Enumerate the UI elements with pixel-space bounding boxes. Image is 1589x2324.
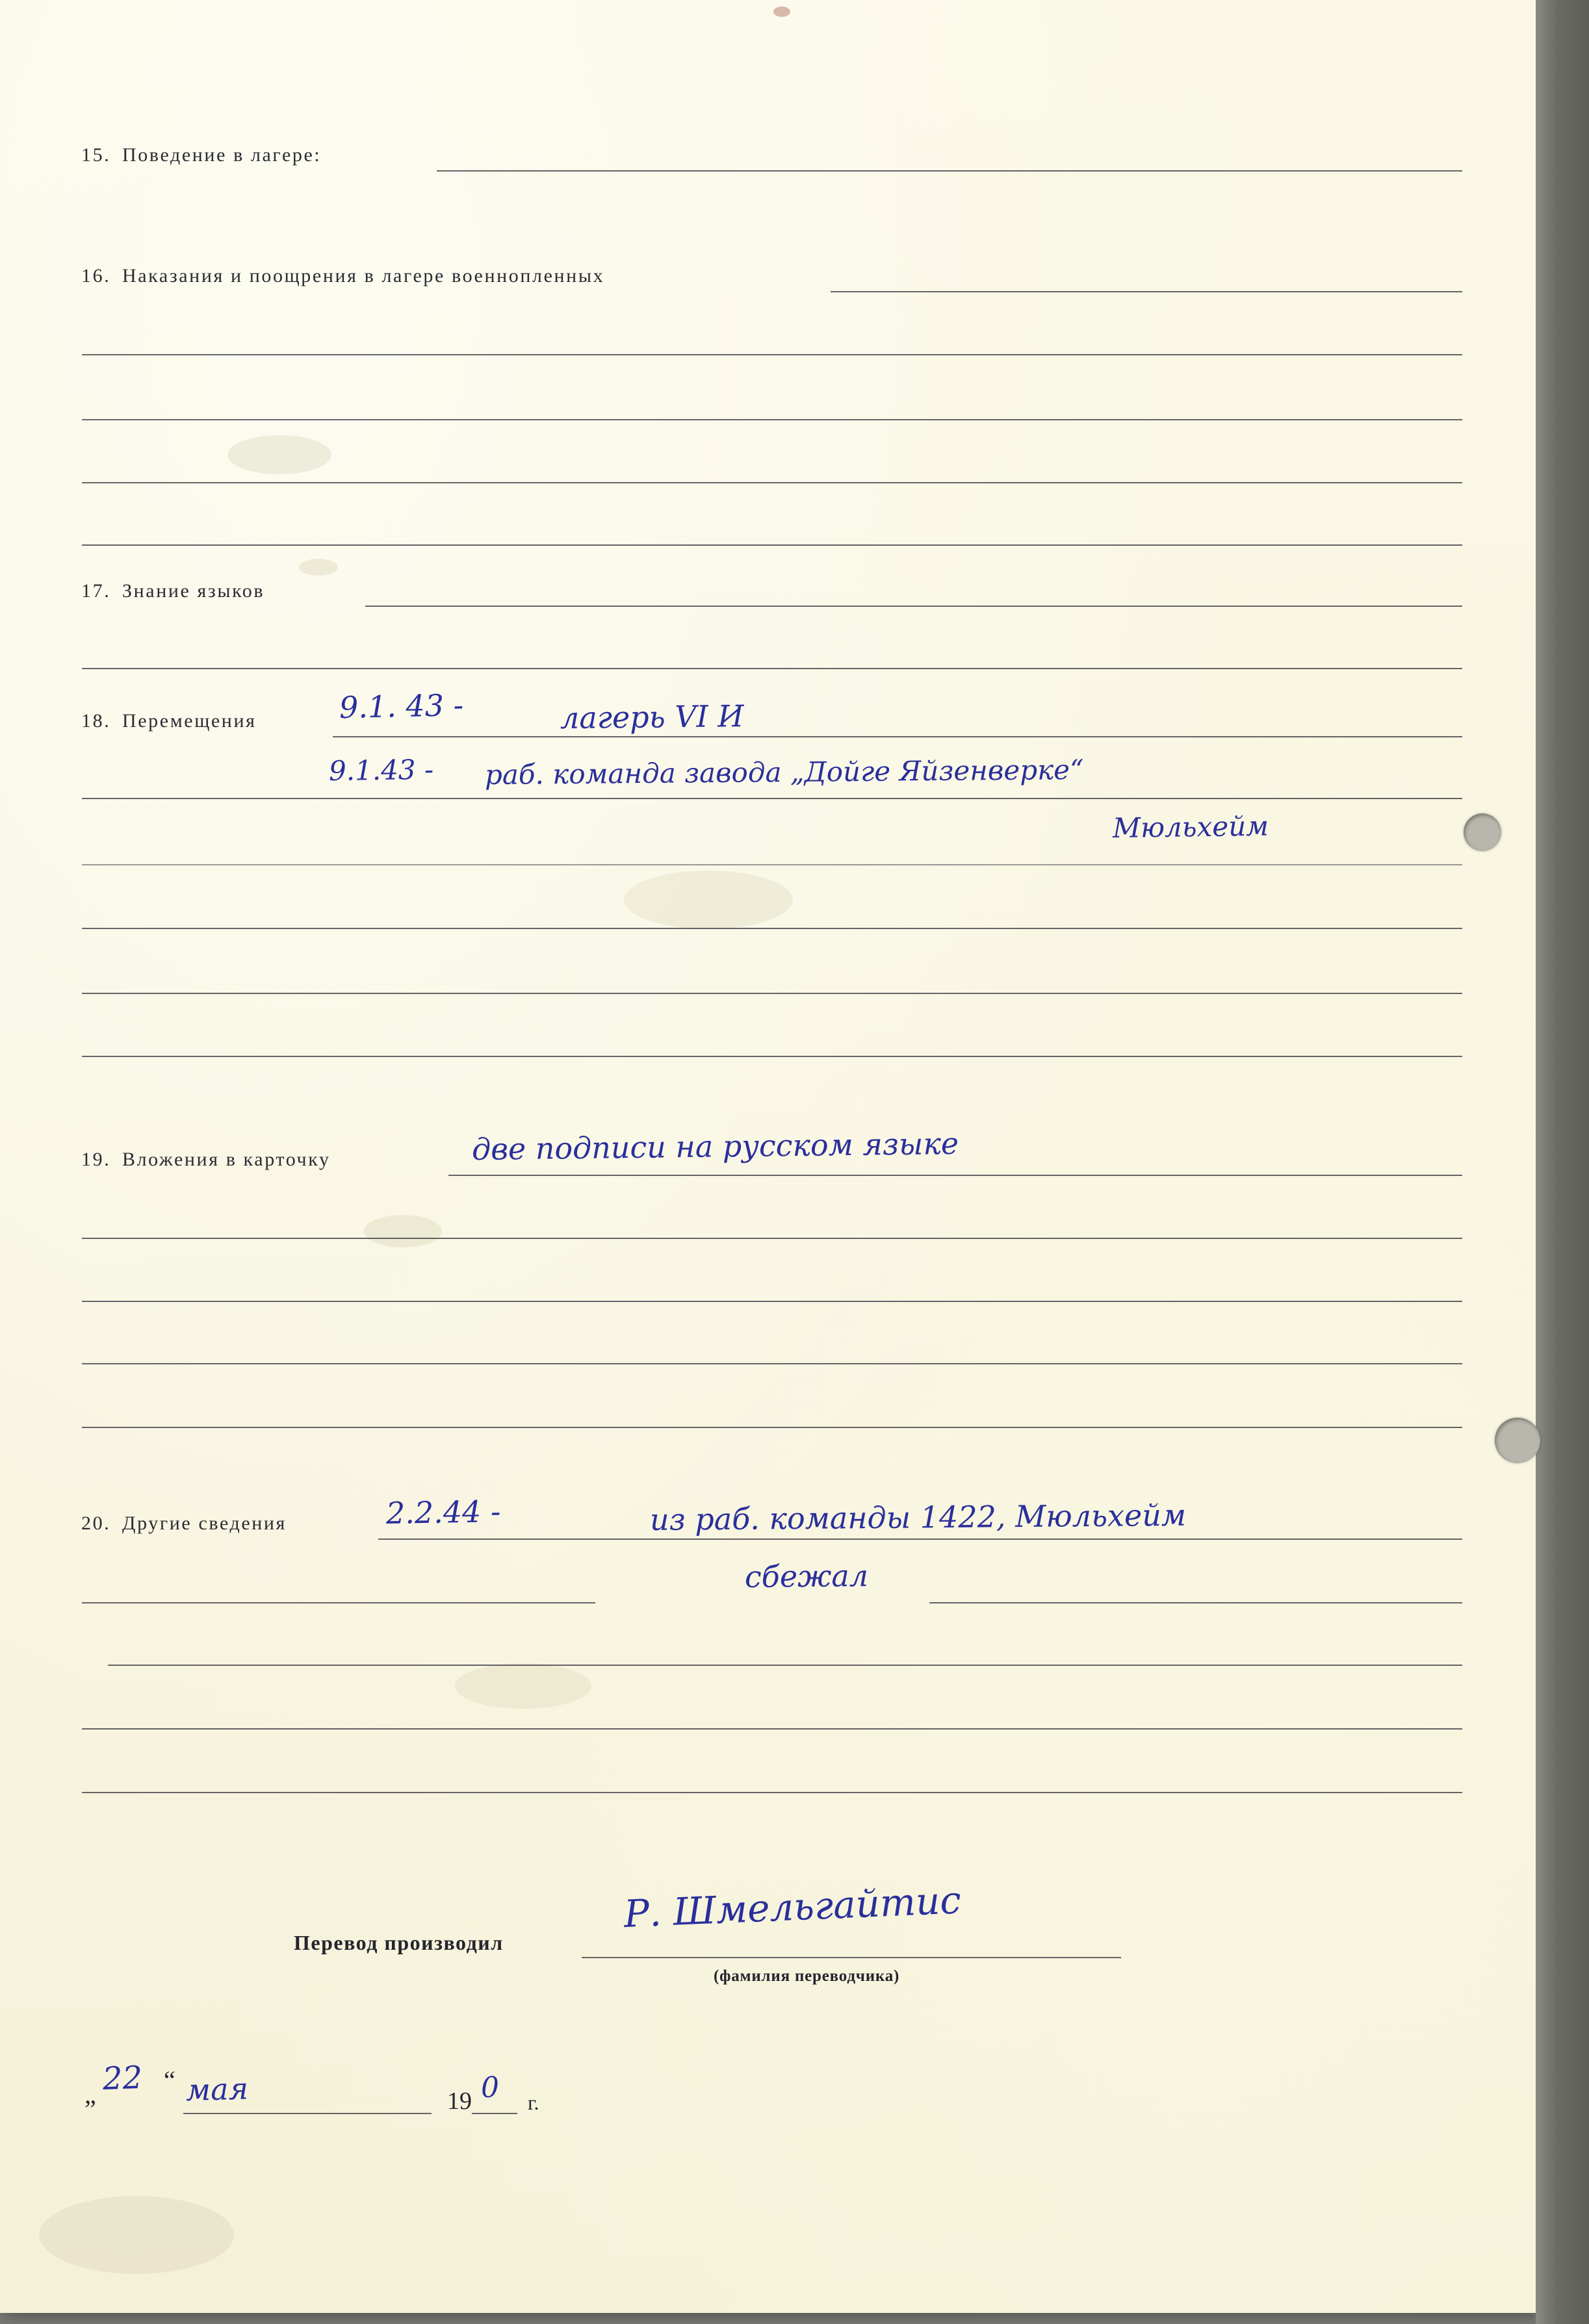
handwritten-20-date: 2.2.44 - [385, 1494, 501, 1531]
date-month-rule [183, 2113, 432, 2114]
paper-stain [299, 559, 338, 576]
field-18-rule-5 [82, 993, 1462, 994]
field-19-rule-4 [82, 1363, 1462, 1364]
field-17-rule-1 [365, 606, 1462, 607]
field-20-label: Другие сведения [122, 1513, 287, 1534]
field-19-rule-2 [82, 1238, 1462, 1239]
field-16-rule-3 [82, 419, 1462, 420]
handwritten-18-date-1: 9.1. 43 - [339, 687, 464, 725]
field-20-rule-2 [82, 1602, 595, 1603]
date-quote-close: “ [164, 2065, 175, 2095]
punch-hole-top [1464, 813, 1501, 851]
field-17-rule-2 [82, 668, 1462, 669]
field-17-number: 17. [81, 580, 111, 602]
field-16-rule-5 [82, 544, 1462, 546]
field-19-label: Вложения в карточку [122, 1149, 331, 1170]
handwritten-18-text-3: Мюльхейм [1112, 810, 1269, 844]
translator-hint: (фамилия переводчика) [714, 1967, 900, 1985]
field-18-rule-3 [82, 864, 1462, 865]
field-18-rule-4 [82, 928, 1462, 929]
translator-label: Перевод производил [294, 1931, 504, 1954]
field-16-rule-2 [82, 354, 1462, 355]
field-18-rule-1 [333, 736, 1462, 737]
field-18-rule-2 [82, 798, 1462, 799]
handwritten-20-text-1: из раб. команды 1422, Мюльхейм [649, 1497, 1187, 1537]
field-15-number: 15. [81, 144, 111, 166]
paper-stain [39, 2196, 234, 2274]
field-18-label: Перемещения [122, 710, 257, 732]
scan-edge [1536, 0, 1589, 2324]
year-mark: г. [528, 2091, 539, 2114]
translator-rule [582, 1957, 1121, 1958]
field-15-label: Поведение в лагере: [122, 144, 322, 166]
handwritten-month: мая [185, 2071, 249, 2108]
date-year-rule [472, 2113, 517, 2114]
handwritten-18-date-2: 9.1.43 - [328, 753, 434, 787]
field-16-number: 16. [81, 265, 111, 287]
field-20-number: 20. [81, 1513, 111, 1534]
paper-stain [227, 435, 331, 474]
field-20-rule-2b [929, 1602, 1462, 1603]
field-20-rule-4 [82, 1728, 1462, 1730]
paper-stain [624, 871, 793, 929]
year-prefix: 19 [447, 2088, 472, 2115]
field-18-rule-6 [82, 1056, 1462, 1057]
field-16-rule-4 [82, 482, 1462, 483]
paper-stain [455, 1663, 591, 1709]
handwritten-18-text-1: лагерь VI И [560, 698, 744, 735]
field-15-rule [437, 170, 1462, 172]
handwritten-day: 22 [102, 2059, 144, 2097]
field-19-rule-1 [448, 1175, 1462, 1176]
field-20-rule-5 [82, 1792, 1462, 1793]
date-quote-open: „ [84, 2080, 96, 2109]
punch-hole-bottom [1495, 1418, 1540, 1463]
field-20-rule-3 [108, 1665, 1462, 1666]
field-20-rule-1 [378, 1539, 1462, 1540]
handwritten-18-text-2: раб. команда завода „Дойге Яйзенверке“ [484, 753, 1084, 791]
field-16-rule-1 [831, 291, 1462, 292]
paper-stain [364, 1215, 442, 1247]
handwritten-20-text-2: сбежал [744, 1558, 869, 1594]
handwritten-signature: Р. Шмельгайтис [623, 1878, 962, 1936]
field-16-label: Наказания и поощрения в лагере военнопленных [122, 265, 605, 287]
field-18-number: 18. [81, 710, 111, 732]
handwritten-19-text: две подписи на русском языке [471, 1125, 959, 1167]
field-17-label: Знание языков [122, 580, 265, 602]
field-19-rule-5 [82, 1427, 1462, 1428]
field-19-rule-3 [82, 1301, 1462, 1302]
handwritten-year-suffix: 0 [480, 2071, 500, 2104]
paper-stain [773, 6, 790, 17]
field-19-number: 19. [81, 1149, 111, 1170]
